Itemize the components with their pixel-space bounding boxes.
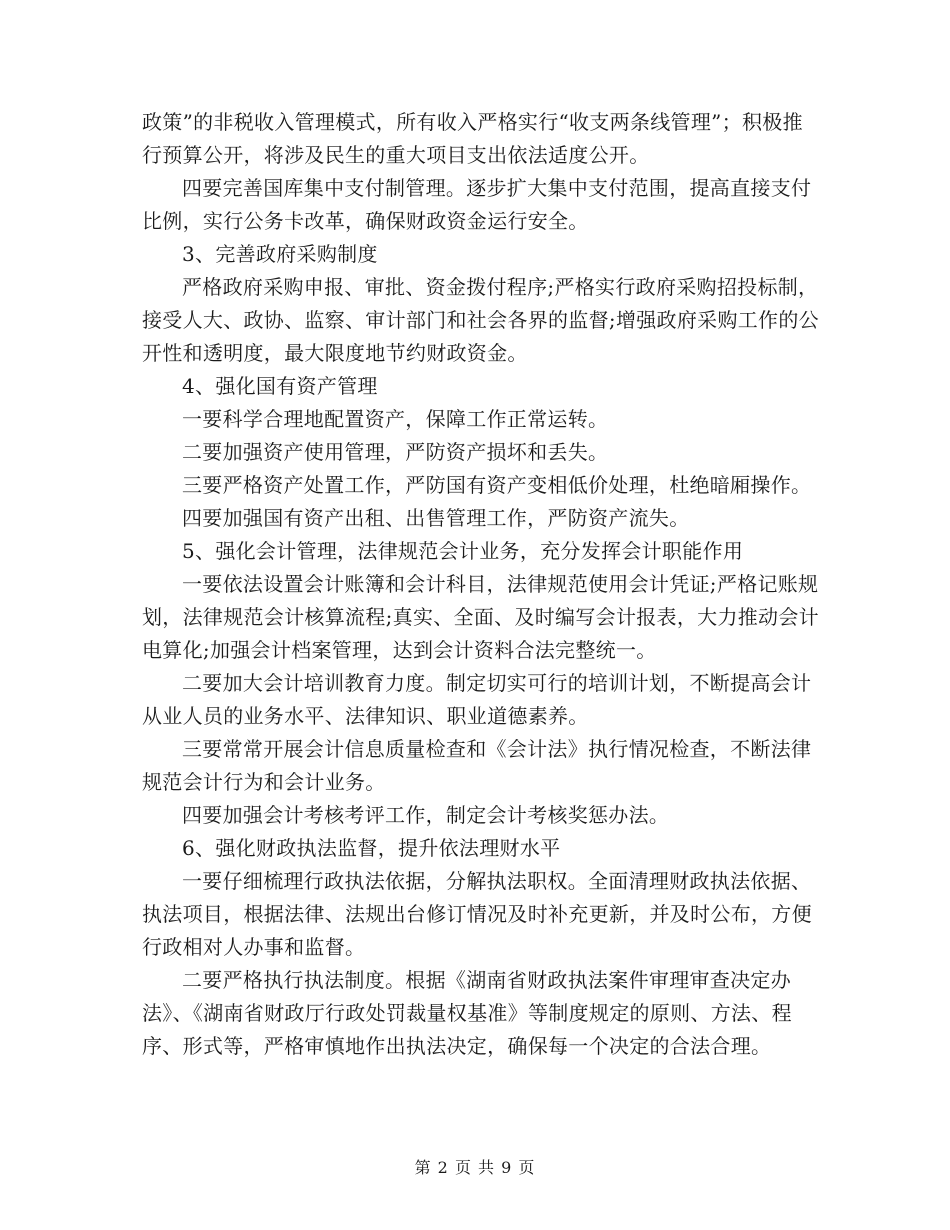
section-heading: 3、完善政府采购制度	[182, 242, 378, 266]
paragraph: 四要完善国库集中支付制管理。逐步扩大集中支付范围，提高直接支付比例，实行公务卡改革，确保财政资金运行安全。	[142, 176, 812, 233]
paragraph: 四要加强国有资产出租、出售管理工作，严防资产流失。	[182, 506, 690, 530]
section-heading: 4、强化国有资产管理	[182, 374, 378, 398]
paragraph: 四要加强会计考核考评工作，制定会计考核奖惩办法。	[182, 803, 670, 827]
page-number-footer: 第 2 页 共 9 页	[414, 1158, 536, 1177]
section-heading: 5、强化会计管理，法律规范会计业务，充分发挥会计职能作用	[182, 539, 744, 563]
paragraph: 严格政府采购申报、审批、资金拨付程序;严格实行政府采购招投标制，接受人大、政协、监察、审计部门和社会各界的监督;增强政府采购工作的公开性和透明度，最大限度地节约财政资金。	[142, 275, 819, 365]
paragraph: 三要严格资产处置工作，严防国有资产变相低价处理，杜绝暗厢操作。	[182, 473, 812, 497]
paragraph: 一要依法设置会计账簿和会计科目，法律规范使用会计凭证;严格记账规划，法律规范会计核算流程;真实、全面、及时编写会计报表，大力推动会计电算化;加强会计档案管理，达到会计资料合法完整统一。	[142, 572, 819, 662]
paragraph: 一要科学合理地配置资产，保障工作正常运转。	[182, 407, 609, 431]
paragraph: 政策”的非税收入管理模式，所有收入严格实行“收支两条线管理”；积极推行预算公开，将涉及民生的重大项目支出依法适度公开。	[142, 110, 803, 167]
paragraph: 一要仔细梳理行政执法依据，分解执法职权。全面清理财政执法依据、执法项目，根据法律、法规出台修订情况及时补充更新，并及时公布，方便行政相对人办事和监督。	[142, 869, 812, 959]
paragraph: 二要加强资产使用管理，严防资产损坏和丢失。	[182, 440, 609, 464]
document-body	[142, 106, 822, 1063]
paragraph: 二要加大会计培训教育力度。制定切实可行的培训计划，不断提高会计从业人员的业务水平、法律知识、职业道德素养。	[142, 671, 812, 728]
paragraph: 三要常常开展会计信息质量检查和《会计法》执行情况检查，不断法律规范会计行为和会计业务。	[142, 737, 812, 794]
paragraph: 二要严格执行执法制度。根据《湖南省财政执法案件审理审查决定办法》、《湖南省财政厅行政处罚裁量权基准》等制度规定的原则、方法、程序、形式等，严格审慎地作出执法决定，确保每一个决定的合法合理。	[142, 968, 792, 1058]
section-heading: 6、强化财政执法监督，提升依法理财水平	[182, 836, 561, 860]
